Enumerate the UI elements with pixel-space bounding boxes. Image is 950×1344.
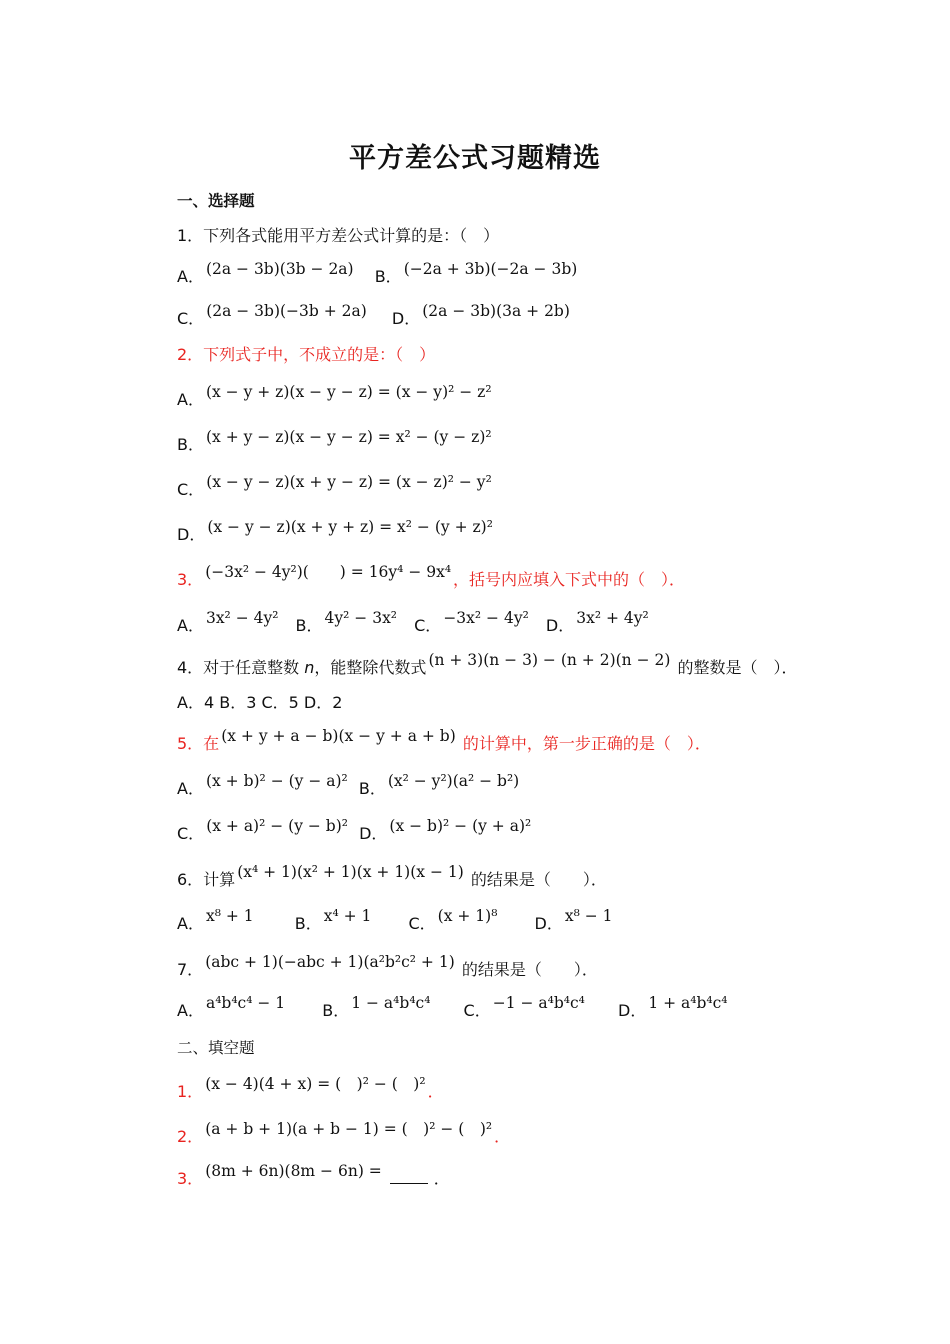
option-d-label: D．: [618, 1001, 647, 1020]
question-6-stem: [177, 863, 607, 891]
question-4-middle: ，能整除代数式: [314, 658, 427, 677]
fill-1-expression: (x − 4)(4 + x) = ( )² − ( )²: [205, 1075, 426, 1093]
question-2-option-a: [177, 383, 494, 411]
option-a-label: A．: [177, 390, 204, 409]
option-d-label: D．: [391, 309, 421, 328]
option-a-label: A．: [177, 267, 204, 286]
option-a-expression: (x + b)² − (y − a)²: [205, 772, 348, 790]
question-4-tail: 的整数是（ ）．: [677, 658, 798, 677]
option-c-expression: (x + a)² − (y − b)²: [206, 817, 348, 835]
option-d-expression: (x − y − z)(x + y + z) = x² − (y + z)²: [207, 518, 493, 536]
option-a-label: A．: [177, 616, 204, 635]
option-c-expression: −1 − a⁴b⁴c⁴: [492, 994, 585, 1012]
fill-1-end: ．: [427, 1082, 444, 1101]
question-5-options-row-2: [177, 817, 533, 845]
fill-question-3: [177, 1162, 450, 1190]
option-a-expression: a⁴b⁴c⁴ − 1: [205, 994, 286, 1012]
section-heading-choice: 一、选择题: [177, 192, 255, 210]
question-4-expression: (n + 3)(n − 3) − (n + 2)(n − 2): [428, 651, 671, 669]
question-1-stem: 1．下列各式能用平方差公式计算的是：（ ）: [177, 226, 500, 245]
question-3-tail: ，括号内应填入下式中的（ ）．: [453, 570, 686, 589]
question-1-options-row-2: [177, 302, 572, 330]
question-7-stem: [177, 953, 598, 981]
fill-2-expression: (a + b + 1)(a + b − 1) = ( )² − ( )²: [205, 1120, 493, 1138]
option-b-expression: 4y² − 3x²: [324, 609, 398, 627]
question-7-options: [177, 994, 730, 1022]
option-c-label: C．: [177, 309, 205, 328]
question-4-stem: [177, 651, 798, 679]
fill-3-number: 3．: [177, 1169, 204, 1188]
option-c-expression: (2a − 3b)(−3b + 2a): [206, 302, 367, 320]
question-3-options: [177, 609, 651, 637]
option-b-label: B．: [358, 779, 386, 798]
question-5-tail: 的计算中，第一步正确的是（ ）．: [462, 734, 711, 753]
question-3-number: 3．: [177, 570, 204, 589]
option-d-label: D．: [177, 525, 206, 544]
option-c-expression: (x − y − z)(x + y − z) = (x − z)² − y²: [206, 473, 492, 491]
question-6-tail: 的结果是（ ）．: [470, 870, 607, 889]
option-b-label: B．: [294, 914, 322, 933]
page-title: 平方差公式习题精选: [349, 143, 601, 174]
question-6-expression: (x⁴ + 1)(x² + 1)(x + 1)(x − 1): [237, 863, 464, 881]
fill-2-number: 2．: [177, 1127, 204, 1146]
fill-3-expression: (8m + 6n)(8m − 6n) =: [205, 1162, 382, 1180]
option-c-label: C．: [408, 914, 436, 933]
option-c-expression: −3x² − 4y²: [443, 609, 529, 627]
question-7-expression: (abc + 1)(−abc + 1)(a²b²c² + 1): [205, 953, 455, 971]
option-b-expression: (x + y − z)(x − y − z) = x² − (y − z)²: [205, 428, 492, 446]
option-a-label: A．: [177, 779, 204, 798]
option-c-label: C．: [414, 616, 442, 635]
option-a-expression: x⁸ + 1: [205, 907, 254, 925]
option-a-expression: (x − y + z)(x − y − z) = (x − y)² − z²: [205, 383, 492, 401]
fill-question-2: [177, 1120, 511, 1148]
question-2-stem: 2．下列式子中，不成立的是：（ ）: [177, 345, 436, 364]
fill-1-number: 1．: [177, 1082, 204, 1101]
option-c-label: C．: [177, 480, 205, 499]
option-b-label: B．: [295, 616, 323, 635]
question-3-stem: [177, 563, 686, 591]
option-b-expression: (x² − y²)(a² − b²): [387, 772, 520, 790]
question-7-tail: 的结果是（ ）．: [461, 960, 598, 979]
option-c-expression: (x + 1)⁸: [437, 907, 498, 925]
option-d-expression: x⁸ − 1: [564, 907, 613, 925]
option-b-expression: 1 − a⁴b⁴c⁴: [351, 994, 431, 1012]
option-a-label: A．: [177, 1001, 204, 1020]
question-4-variable: n: [304, 658, 315, 677]
question-4-prefix: 4．对于任意整数: [177, 658, 300, 677]
option-a-label: A．: [177, 914, 204, 933]
answer-blank[interactable]: [390, 1169, 428, 1184]
section-heading-fill-in: 二、填空题: [177, 1039, 255, 1057]
question-4-options: A．4 B．3 C．5 D．2: [177, 693, 343, 712]
option-a-expression: 3x² − 4y²: [205, 609, 279, 627]
fill-question-1: [177, 1075, 444, 1103]
question-5-expression: (x + y + a − b)(x − y + a + b): [221, 727, 456, 745]
question-6-options: [177, 907, 615, 935]
fill-2-end: ．: [494, 1127, 511, 1146]
option-b-label: B．: [374, 267, 402, 286]
option-a-expression: (2a − 3b)(3b − 2a): [205, 260, 354, 278]
option-d-label: D．: [545, 616, 575, 635]
option-b-expression: (−2a + 3b)(−2a − 3b): [403, 260, 578, 278]
option-d-expression: (x − b)² − (y + a)²: [389, 817, 532, 835]
question-2-option-d: [177, 518, 495, 546]
question-5-options-row-1: [177, 772, 521, 800]
question-5-stem: [177, 727, 711, 755]
question-6-prefix: 6．计算: [177, 870, 236, 889]
fill-3-end: ．: [433, 1169, 450, 1188]
question-2-option-b: [177, 428, 494, 456]
option-c-label: C．: [177, 824, 205, 843]
option-d-expression: 1 + a⁴b⁴c⁴: [648, 994, 728, 1012]
question-7-prefix: 7．: [177, 960, 204, 979]
option-d-expression: (2a − 3b)(3a + 2b): [422, 302, 570, 320]
option-d-label: D．: [534, 914, 563, 933]
option-b-label: B．: [322, 1001, 350, 1020]
question-1-options-row-1: [177, 260, 579, 288]
option-b-label: B．: [177, 435, 204, 454]
option-d-label: D．: [359, 824, 388, 843]
option-b-expression: x⁴ + 1: [323, 907, 372, 925]
option-c-label: C．: [463, 1001, 491, 1020]
question-3-expression: (−3x² − 4y²)( ) = 16y⁴ − 9x⁴: [205, 563, 452, 581]
question-5-prefix: 5．在: [177, 734, 220, 753]
option-d-expression: 3x² + 4y²: [576, 609, 649, 627]
question-2-option-c: [177, 473, 494, 501]
